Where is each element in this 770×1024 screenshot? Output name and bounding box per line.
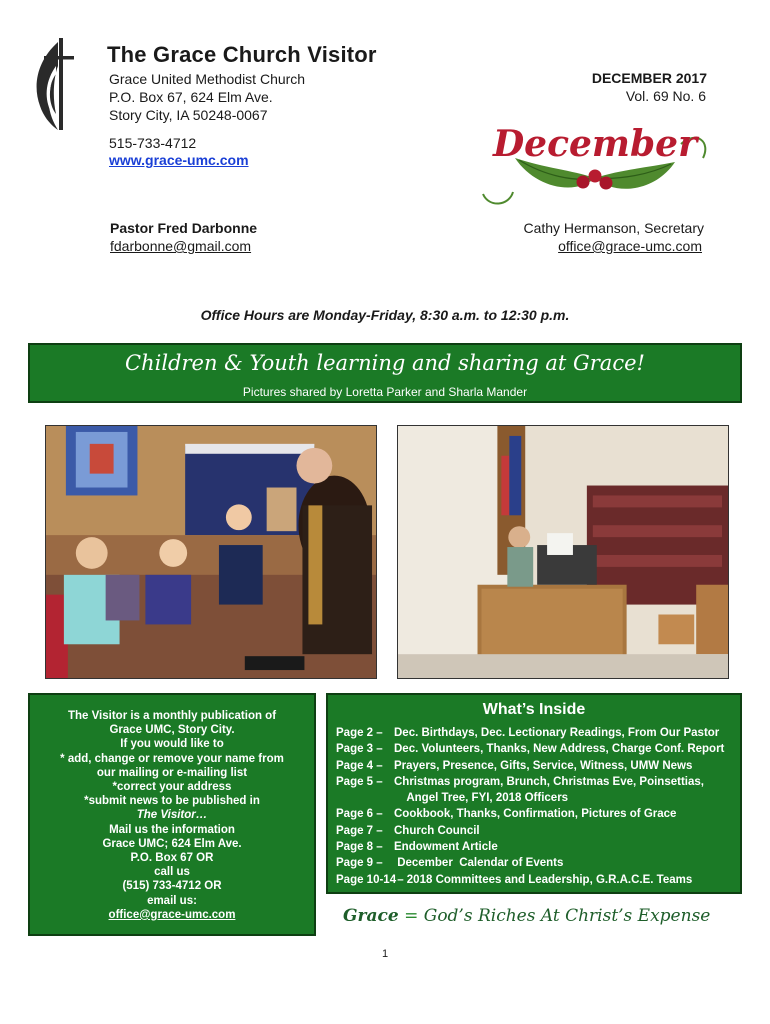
toc-row: [336, 823, 736, 839]
toc-text: Church Council: [394, 824, 480, 837]
visitor-line: If you would like to: [120, 738, 224, 751]
toc-page: Page 3 –: [336, 743, 383, 756]
toc-row: [336, 725, 736, 741]
whats-inside-title: What’s Inside: [482, 701, 586, 718]
toc-row: [336, 741, 736, 757]
banner-subtitle: Pictures shared by Loretta Parker and Sharla Mander: [242, 385, 528, 399]
toc-page: Page 6 –: [336, 808, 383, 821]
toc-page: Page 9 –: [336, 857, 383, 870]
issue-volume: Vol. 69 No. 6: [625, 88, 706, 104]
toc-page: Page 2 –: [336, 727, 383, 739]
visitor-line: email us:: [147, 894, 197, 907]
toc-page: [336, 790, 394, 806]
acronym-expansion: God’s Riches At Christ’s Expense: [423, 906, 711, 926]
visitor-line: our mailing or e-mailing list: [96, 766, 248, 779]
visitor-line: (515) 733-4712 OR: [122, 880, 222, 893]
toc-text: Dec. Birthdays, Dec. Lectionary Readings, From Our Pastor: [394, 727, 720, 739]
visitor-email-link[interactable]: office@grace-umc.com: [108, 908, 236, 921]
visitor-line: P.O. Box 67 OR: [130, 852, 214, 865]
toc-text: Cookbook, Thanks, Confirmation, Pictures of Grace: [394, 808, 677, 821]
december-holly-art: [475, 118, 715, 210]
secretary-name: Cathy Hermanson, Secretary: [523, 220, 704, 236]
secretary-email-link[interactable]: office@grace-umc.com: [558, 238, 702, 254]
acronym-equals: =: [404, 906, 419, 926]
toc-row: [336, 872, 736, 888]
toc-text: Endowment Article: [394, 841, 498, 854]
table-of-contents: [336, 725, 736, 888]
visitor-info-box: [28, 693, 316, 936]
toc-text: Christmas program, Brunch, Christmas Eve, Poinsettias,: [394, 775, 704, 788]
toc-text: December Calendar of Events: [394, 857, 564, 870]
pastor-name: Pastor Fred Darbonne: [110, 220, 258, 236]
photo-pastor-with-children: [45, 425, 377, 679]
office-hours: Office Hours are Monday-Friday, 8:30 a.m. to 12:30 p.m.: [200, 307, 570, 323]
whats-inside-box: [326, 693, 742, 894]
december-art-text: December: [492, 123, 698, 165]
toc-text: Angel Tree, FYI, 2018 Officers: [394, 792, 569, 805]
church-name: Grace United Methodist Church: [109, 71, 306, 87]
website-link[interactable]: www.grace-umc.com: [109, 152, 249, 168]
toc-text: Prayers, Presence, Gifts, Service, Witness, UMW News: [394, 759, 693, 772]
toc-row: [336, 790, 736, 806]
page-number: 1: [381, 948, 389, 960]
toc-page: Page 10-14: [336, 873, 397, 886]
visitor-line-publication-name: The Visitor…: [136, 809, 208, 822]
toc-row: [336, 758, 736, 774]
toc-text: Dec. Volunteers, Thanks, New Address, Charge Conf. Report: [394, 743, 725, 756]
toc-page: Page 5 –: [336, 775, 383, 788]
issue-date: DECEMBER 2017: [591, 70, 707, 86]
pastor-email-link[interactable]: fdarbonne@gmail.com: [110, 238, 252, 254]
toc-text: – 2018 Committees and Leadership, G.R.A.C.E. Teams: [394, 873, 693, 886]
visitor-line: * add, change or remove your name from: [60, 752, 284, 765]
toc-page: Page 4 –: [336, 759, 383, 772]
visitor-line: Grace UMC; 624 Elm Ave.: [102, 837, 242, 850]
phone-number: 515-733-4712: [109, 135, 197, 151]
toc-row: [336, 774, 736, 790]
photo-child-at-organ: [397, 425, 729, 679]
toc-row: [336, 806, 736, 822]
visitor-line: Mail us the information: [109, 823, 235, 836]
visitor-line: *correct your address: [112, 781, 232, 794]
toc-row: [336, 839, 736, 855]
banner-title: Children & Youth learning and sharing at Grace!: [125, 351, 645, 375]
city-address: Story City, IA 50248-0067: [109, 107, 268, 123]
visitor-line: The Visitor is a monthly publication of: [67, 710, 277, 722]
cross-flame-logo: [30, 36, 74, 132]
toc-row: [336, 855, 736, 871]
acronym-word: Grace: [343, 906, 399, 926]
visitor-line: *submit news to be published in: [84, 795, 260, 808]
newsletter-title: The Grace Church Visitor: [107, 42, 377, 67]
visitor-line: call us: [154, 866, 190, 879]
po-address: P.O. Box 67, 624 Elm Ave.: [109, 89, 273, 105]
toc-page: Page 7 –: [336, 824, 383, 837]
grace-acronym: [343, 906, 710, 926]
photo-banner: [28, 343, 742, 403]
toc-page: Page 8 –: [336, 841, 383, 854]
visitor-line: Grace UMC, Story City.: [109, 724, 235, 737]
